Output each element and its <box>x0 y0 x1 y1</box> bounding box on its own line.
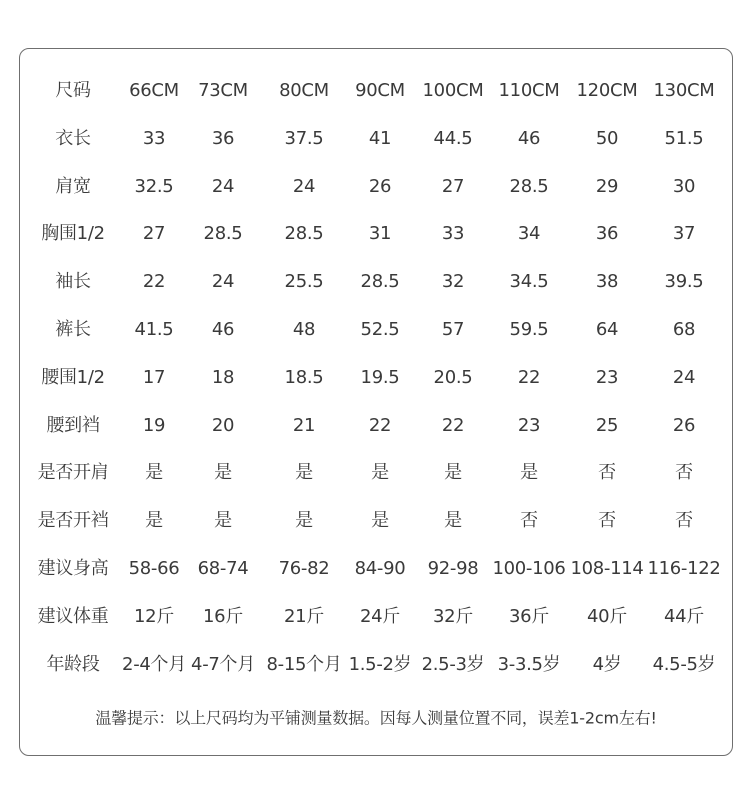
table-cell: 28.5 <box>203 223 243 245</box>
table-cell: 27 <box>441 175 465 197</box>
table-cell: 16斤 <box>202 605 244 627</box>
table-cell: 否 <box>675 462 693 484</box>
table-cell: 57 <box>441 319 465 340</box>
table-cell: 68 <box>672 319 696 340</box>
table-cell: 116-122 <box>647 558 721 579</box>
row-label: 建议体重 <box>37 605 109 627</box>
table-cell: 否 <box>675 510 693 532</box>
table-cell: 48 <box>292 319 316 340</box>
table-cell: 28.5 <box>509 175 549 197</box>
table-cell: 是 <box>444 462 462 484</box>
table-cell: 否 <box>598 510 616 532</box>
table-cell: 44斤 <box>663 605 705 627</box>
table-cell: 25.5 <box>284 271 324 293</box>
table-cell: 41 <box>368 127 392 149</box>
table-cell: 17 <box>142 366 166 388</box>
table-cell: 否 <box>598 462 616 484</box>
row-label: 袖长 <box>55 271 91 293</box>
table-cell: 59.5 <box>509 319 549 340</box>
table-cell: 是 <box>371 462 389 484</box>
table-cell: 22 <box>142 271 166 293</box>
table-cell: 是 <box>371 510 389 532</box>
table-cell: 8-15个月 <box>266 653 342 675</box>
table-cell: 24 <box>292 175 316 197</box>
size-header: 73CM <box>198 80 248 101</box>
size-header: 120CM <box>576 80 638 101</box>
table-cell: 64 <box>595 319 619 340</box>
table-cell: 1.5-2岁 <box>348 653 412 675</box>
table-cell: 28.5 <box>284 223 324 245</box>
size-header: 90CM <box>355 80 405 101</box>
table-cell: 84-90 <box>354 558 406 579</box>
row-label: 是否开裆 <box>37 510 109 532</box>
table-cell: 108-114 <box>570 558 644 579</box>
size-header: 80CM <box>279 80 329 101</box>
table-cell: 40斤 <box>586 605 628 627</box>
table-cell: 2.5-3岁 <box>421 653 485 675</box>
size-header: 100CM <box>422 80 484 101</box>
table-cell: 4-7个月 <box>191 653 255 675</box>
header-label: 尺码 <box>55 80 91 101</box>
table-cell: 92-98 <box>427 558 479 579</box>
table-cell: 是 <box>295 510 313 532</box>
table-cell: 25 <box>595 414 619 436</box>
table-cell: 29 <box>595 175 619 197</box>
table-cell: 是 <box>145 462 163 484</box>
row-label: 腰到裆 <box>46 414 100 436</box>
table-cell: 21斤 <box>283 605 325 627</box>
table-cell: 33 <box>441 223 465 245</box>
table-cell: 12斤 <box>133 605 175 627</box>
row-label: 腰围1/2 <box>41 366 105 388</box>
table-cell: 37 <box>672 223 696 245</box>
table-cell: 3-3.5岁 <box>497 653 561 675</box>
table-cell: 76-82 <box>278 558 330 579</box>
table-cell: 21 <box>292 414 316 436</box>
table-cell: 22 <box>441 414 465 436</box>
table-cell: 是 <box>295 462 313 484</box>
size-header: 130CM <box>653 80 715 101</box>
table-cell: 20 <box>211 414 235 436</box>
table-cell: 46 <box>517 127 541 149</box>
size-header: 66CM <box>129 80 179 101</box>
table-cell: 100-106 <box>492 558 566 579</box>
table-cell: 36 <box>595 223 619 245</box>
table-cell: 31 <box>368 223 392 245</box>
table-cell: 38 <box>595 271 619 293</box>
table-cell: 28.5 <box>360 271 400 293</box>
row-label: 肩宽 <box>55 175 91 197</box>
table-cell: 24 <box>211 271 235 293</box>
table-cell: 否 <box>520 510 538 532</box>
table-cell: 33 <box>142 127 166 149</box>
row-label: 胸围1/2 <box>41 223 105 245</box>
table-cell: 58-66 <box>128 558 180 579</box>
table-cell: 24斤 <box>359 605 401 627</box>
table-cell: 24 <box>211 175 235 197</box>
table-cell: 4岁 <box>592 653 622 675</box>
table-cell: 68-74 <box>197 558 249 579</box>
table-cell: 18 <box>211 366 235 388</box>
table-cell: 是 <box>145 510 163 532</box>
row-label: 是否开肩 <box>37 462 109 484</box>
table-cell: 36斤 <box>508 605 550 627</box>
table-cell: 34 <box>517 223 541 245</box>
table-cell: 26 <box>672 414 696 436</box>
table-cell: 24 <box>672 366 696 388</box>
table-cell: 是 <box>214 462 232 484</box>
row-label: 年龄段 <box>46 653 100 675</box>
table-cell: 46 <box>211 319 235 340</box>
table-cell: 41.5 <box>134 319 174 340</box>
table-cell: 32斤 <box>432 605 474 627</box>
table-cell: 4.5-5岁 <box>652 653 716 675</box>
row-label: 裤长 <box>55 319 91 340</box>
size-header: 110CM <box>498 80 560 101</box>
table-cell: 23 <box>517 414 541 436</box>
measurement-note: 温馨提示：以上尺码均为平铺测量数据。因每人测量位置不同，误差1-2cm左右! <box>95 708 657 728</box>
table-cell: 50 <box>595 127 619 149</box>
table-cell: 23 <box>595 366 619 388</box>
table-cell: 20.5 <box>433 366 473 388</box>
table-cell: 22 <box>517 366 541 388</box>
table-cell: 22 <box>368 414 392 436</box>
table-cell: 52.5 <box>360 319 400 340</box>
table-cell: 19.5 <box>360 366 400 388</box>
table-cell: 34.5 <box>509 271 549 293</box>
table-cell: 39.5 <box>664 271 704 293</box>
table-cell: 36 <box>211 127 235 149</box>
table-cell: 是 <box>520 462 538 484</box>
table-cell: 37.5 <box>284 127 324 149</box>
table-cell: 32.5 <box>134 175 174 197</box>
table-cell: 是 <box>214 510 232 532</box>
table-cell: 44.5 <box>433 127 473 149</box>
table-cell: 26 <box>368 175 392 197</box>
table-cell: 27 <box>142 223 166 245</box>
table-cell: 32 <box>441 271 465 293</box>
row-label: 建议身高 <box>37 558 109 579</box>
table-cell: 19 <box>142 414 166 436</box>
table-cell: 是 <box>444 510 462 532</box>
table-cell: 51.5 <box>664 127 704 149</box>
table-cell: 2-4个月 <box>122 653 186 675</box>
table-cell: 30 <box>672 175 696 197</box>
table-cell: 18.5 <box>284 366 324 388</box>
row-label: 衣长 <box>55 127 91 149</box>
